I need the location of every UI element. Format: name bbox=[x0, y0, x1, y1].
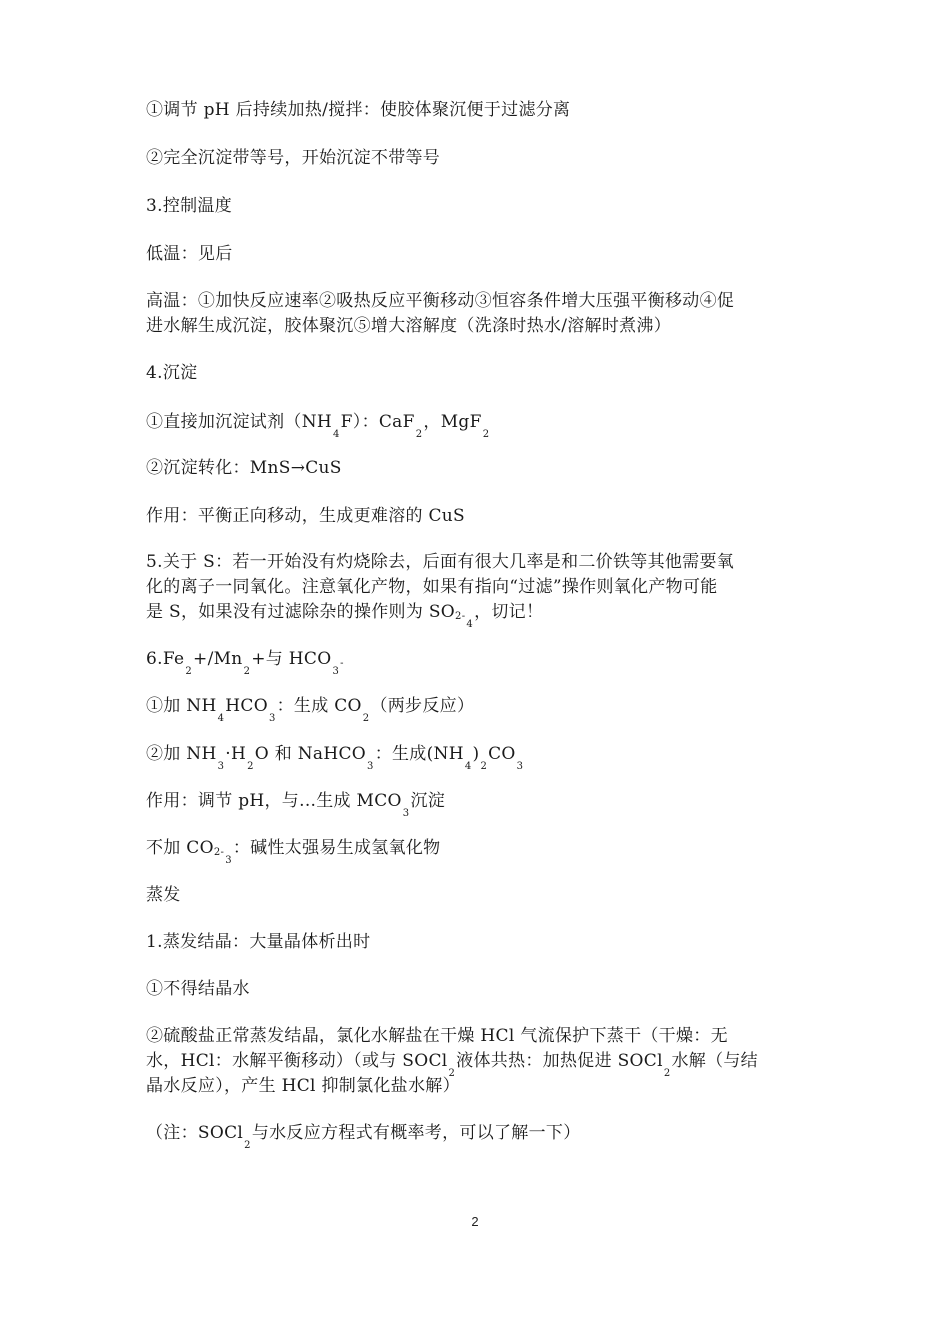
text-line bbox=[146, 742, 806, 772]
text-run: +/Mn bbox=[193, 649, 243, 669]
subscript: 4 bbox=[333, 429, 340, 440]
text-line: 化的离子一同氧化。注意氧化产物，如果有指向“过滤”操作则氧化产物可能 bbox=[146, 577, 718, 597]
text-run: 作用：调节 pH，与...生成 MCO bbox=[146, 791, 402, 811]
text-run: ①直接加沉淀试剂（NH bbox=[146, 412, 332, 432]
text-run: （两步反应） bbox=[370, 696, 475, 716]
subscript: 3 bbox=[367, 761, 374, 772]
subscript: 2 bbox=[415, 429, 423, 440]
text-line bbox=[146, 600, 806, 630]
subscript: 2 bbox=[185, 666, 193, 677]
text-run: ·H bbox=[225, 744, 247, 764]
text-line: ①不得结晶水 bbox=[146, 979, 250, 999]
superscript: - bbox=[340, 658, 344, 669]
page-number: 2 bbox=[471, 1214, 479, 1229]
subscript: 2 bbox=[663, 1068, 671, 1079]
paragraph bbox=[146, 1024, 806, 1099]
text-line bbox=[146, 836, 806, 866]
subscript: 2 bbox=[247, 761, 254, 772]
paragraph bbox=[146, 550, 806, 630]
text-line: 5.关于 S：若一开始没有灼烧除去，后面有很大几率是和二价铁等其他需要氧 bbox=[146, 552, 735, 572]
subscript: 3 bbox=[225, 855, 232, 866]
text-run: ：生成(NH bbox=[374, 744, 464, 764]
text-run: 液体共热：加热促进 SOCl bbox=[456, 1051, 663, 1071]
text-line bbox=[146, 1121, 806, 1151]
text-run: ①加 NH bbox=[146, 696, 217, 716]
text-line: 进水解生成沉淀，胶体聚沉⑤增大溶解度（洗涤时热水/溶解时煮沸） bbox=[146, 316, 672, 336]
text-line: 高温：①加快反应速率②吸热反应平衡移动③恒容条件增大压强平衡移动④促 bbox=[146, 291, 735, 311]
subscript: 2 bbox=[243, 666, 251, 677]
text-line: 晶水反应），产生 HCl 抑制氯化盐水解） bbox=[146, 1076, 460, 1096]
text-line bbox=[146, 647, 806, 677]
text-run: （注：SOCl bbox=[146, 1123, 244, 1143]
section-heading: 蒸发 bbox=[146, 885, 181, 905]
text-run: 水解（与结 bbox=[671, 1051, 758, 1071]
text-run: HCO bbox=[225, 696, 268, 716]
text-run: CO bbox=[488, 744, 516, 764]
subscript: 2 bbox=[244, 1140, 251, 1151]
text-line bbox=[146, 694, 806, 724]
text-run: F）：CaF bbox=[340, 412, 415, 432]
subscript: 3 bbox=[332, 666, 340, 677]
subscript: 2 bbox=[480, 761, 488, 772]
superscript: 2- bbox=[213, 847, 225, 858]
section-heading: 4.沉淀 bbox=[146, 363, 198, 383]
superscript: 2- bbox=[455, 611, 466, 622]
text-run: ②加 NH bbox=[146, 744, 217, 764]
text-run: ：碱性太强易生成氢氧化物 bbox=[232, 838, 441, 858]
text-line: 1.蒸发结晶：大量晶体析出时 bbox=[146, 932, 371, 952]
text-line: ①调节 pH 后持续加热/搅拌：使胶体聚沉便于过滤分离 bbox=[146, 100, 571, 120]
subscript: 3 bbox=[402, 808, 410, 819]
text-run: ：生成 CO bbox=[276, 696, 362, 716]
text-line: 作用：平衡正向移动，生成更难溶的 CuS bbox=[146, 506, 466, 526]
text-run: 水，HCl：水解平衡移动）（或与 SOCl bbox=[146, 1051, 448, 1071]
text-line: ②完全沉淀带等号，开始沉淀不带等号 bbox=[146, 148, 441, 168]
text-run: ，MgF bbox=[423, 412, 482, 432]
text-line: ②沉淀转化：MnS→CuS bbox=[146, 458, 342, 478]
text-run: 是 S，如果没有过滤除杂的操作则为 SO bbox=[146, 602, 456, 622]
text-run: 与水反应方程式有概率考，可以了解一下） bbox=[251, 1123, 581, 1143]
subscript: 4 bbox=[217, 713, 225, 724]
paragraph bbox=[146, 289, 806, 339]
text-run: 沉淀 bbox=[410, 791, 446, 811]
subscript: 3 bbox=[268, 713, 276, 724]
text-run: ，切记！ bbox=[474, 602, 544, 622]
subscript: 3 bbox=[217, 761, 225, 772]
subscript: 4 bbox=[466, 619, 474, 630]
subscript: 2 bbox=[362, 713, 370, 724]
text-run: O 和 NaHCO bbox=[254, 744, 367, 764]
subscript: 2 bbox=[482, 429, 490, 440]
text-line bbox=[146, 410, 806, 440]
text-line: ②硫酸盐正常蒸发结晶，氯化水解盐在干燥 HCl 气流保护下蒸干（干燥：无 bbox=[146, 1026, 728, 1046]
section-heading: 3.控制温度 bbox=[146, 196, 233, 216]
subscript: 3 bbox=[516, 761, 524, 772]
text-line bbox=[146, 789, 806, 819]
text-run: ) bbox=[472, 744, 480, 764]
text-run: +与 HCO bbox=[251, 649, 332, 669]
text-line bbox=[146, 1049, 806, 1079]
text-line: 低温：见后 bbox=[146, 244, 233, 264]
text-run: 不加 CO bbox=[146, 838, 214, 858]
subscript: 2 bbox=[448, 1068, 456, 1079]
subscript: 4 bbox=[464, 761, 472, 772]
text-run: 6.Fe bbox=[146, 649, 185, 669]
